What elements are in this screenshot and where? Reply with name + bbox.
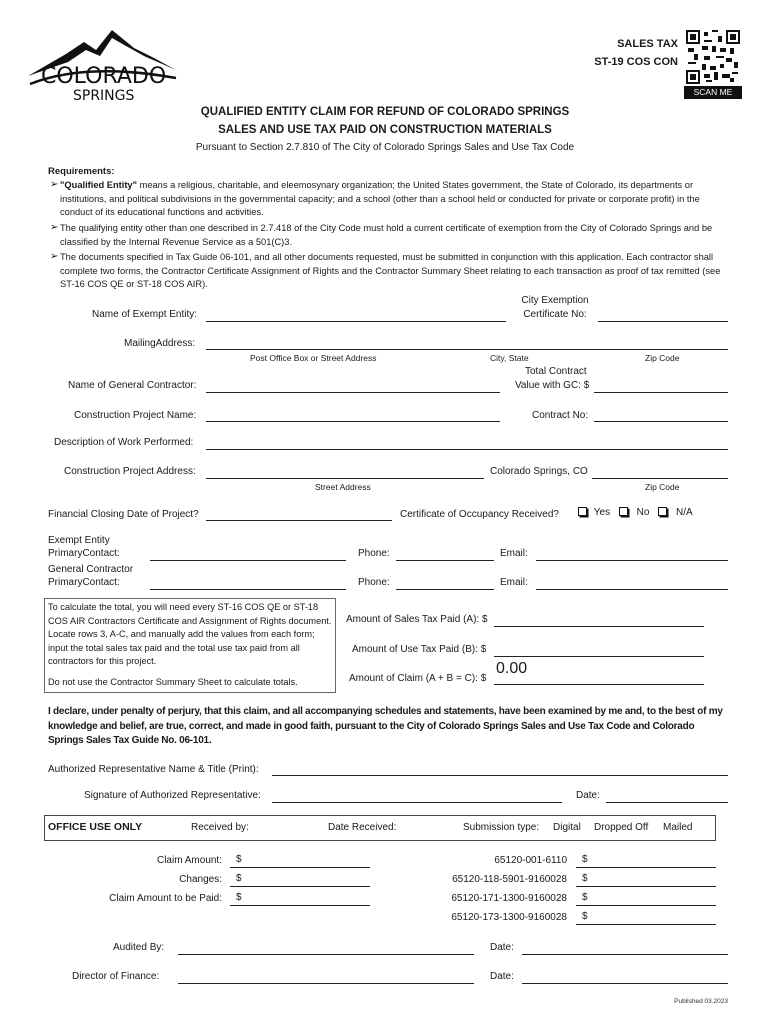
perjury-declaration: I declare, under penalty of perjury, that this claim, and all accompanying schedules and statements, have been examined by me and, to the best of my knowledge and belief, are true, correct, and made in good faith, pursuant to the City of Colorado Springs Sales and Use Tax Code and Colorado Springs Sales Tax Guide No. 06-101. — [48, 706, 723, 746]
director-date-label: Date: — [490, 971, 514, 982]
signature-date-input[interactable] — [606, 802, 728, 803]
closing-date-label: Financial Closing Date of Project? — [48, 509, 199, 520]
audited-date-input[interactable] — [522, 954, 728, 955]
claim-amount-office-dollar: $ — [236, 854, 242, 865]
qualified-entity-term: "Qualified Entity" — [60, 180, 137, 190]
changes-label: Changes: — [179, 874, 222, 885]
bullet-arrow-icon: ➢ — [50, 222, 59, 233]
total-contract-input[interactable] — [594, 392, 728, 393]
claim-amount-label: Amount of Claim (A + B = C): $ — [349, 673, 487, 684]
project-zip-input[interactable] — [592, 478, 728, 479]
bullet-arrow-icon: ➢ — [50, 251, 59, 262]
received-by-label: Received by: — [191, 822, 249, 833]
exempt-contact-label-1: Exempt Entity — [48, 535, 110, 546]
office-use-header — [44, 815, 716, 841]
general-contractor-input[interactable] — [206, 392, 500, 393]
exempt-phone-input[interactable] — [396, 560, 494, 561]
general-contractor-label: Name of General Contractor: — [68, 380, 197, 391]
requirement-1 — [60, 179, 725, 220]
logo-text-springs: SPRINGS — [73, 88, 135, 104]
city-exemption-input[interactable] — [598, 321, 728, 322]
project-address-label: Construction Project Address: — [64, 466, 196, 477]
published-date: Published 03.2023 — [674, 998, 728, 1005]
to-be-paid-input[interactable] — [230, 905, 370, 906]
calculation-instructions: To calculate the total, you will need every ST-16 COS QE or ST-18 COS AIR Contractors Certificate and Assignment of Rights document. Locate rows 3, A-C, and manually add the values from each form; input the total sales tax paid and the total use tax paid from all contractors for this project. — [48, 602, 332, 666]
rep-name-label: Authorized Representative Name & Title (Print): — [48, 764, 259, 775]
requirement-3: The documents specified in Tax Guide 06-101, and all other documents requested, must be submitted in conjunction with this application. Each contractor shall complete two forms, the Contractor Certificate Assignment of Rights and the Contractor Summary Sheet relating to each transaction as proof of tax remitted (see ST-16 COS QE or ST-18 COS AIR). — [60, 252, 721, 289]
form-number: ST-19 COS CON — [594, 56, 678, 68]
account-code-3-input[interactable] — [576, 905, 716, 906]
account-code-1-input[interactable] — [576, 867, 716, 868]
occupancy-options — [578, 507, 693, 518]
project-name-input[interactable] — [206, 421, 500, 422]
gc-contact-input[interactable] — [150, 589, 346, 590]
qr-scan-label: SCAN ME — [684, 86, 742, 99]
calculation-warning: Do not use the Contractor Summary Sheet to calculate totals. — [48, 677, 298, 687]
form-category: SALES TAX — [617, 38, 678, 50]
account-code-2-dollar: $ — [582, 873, 588, 884]
signature-date-label: Date: — [576, 790, 600, 801]
rep-name-input[interactable] — [272, 775, 728, 776]
account-code-1-dollar: $ — [582, 854, 588, 865]
form-title-line2: SALES AND USE TAX PAID ON CONSTRUCTION MATERIALS — [218, 124, 552, 136]
exempt-entity-label: Name of Exempt Entity: — [92, 309, 198, 320]
form-title-line1: QUALIFIED ENTITY CLAIM FOR REFUND OF COLORADO SPRINGS — [200, 106, 570, 118]
requirement-2: The qualifying entity other than one described in 2.7.418 of the City Code must hold a current certificate of exemption from the City of Colorado Springs and be classified by the Internal Revenue Service as a 501(C)3. — [60, 223, 713, 247]
exempt-phone-label: Phone: — [358, 548, 390, 559]
exempt-contact-input[interactable] — [150, 560, 346, 561]
bullet-arrow-icon: ➢ — [50, 179, 59, 190]
zip-hint-2: Zip Code — [645, 482, 680, 492]
account-code-1: 65120-001-6110 — [494, 855, 567, 866]
director-date-input[interactable] — [522, 983, 728, 984]
project-address-input[interactable] — [206, 478, 484, 479]
exempt-entity-input[interactable] — [206, 321, 506, 322]
account-code-3-dollar: $ — [582, 892, 588, 903]
city-exemption-label-2: Certificate No: — [523, 309, 587, 320]
to-be-paid-label: Claim Amount to be Paid: — [109, 893, 222, 904]
gc-email-input[interactable] — [536, 589, 728, 590]
contract-no-input[interactable] — [594, 421, 728, 422]
po-box-hint: Post Office Box or Street Address — [250, 353, 377, 363]
account-code-3: 65120-171-1300-9160028 — [451, 893, 567, 904]
use-tax-input[interactable] — [494, 656, 704, 657]
submission-digital[interactable]: Digital — [553, 822, 581, 833]
contract-no-label: Contract No: — [532, 410, 589, 421]
submission-dropped-off[interactable]: Dropped Off — [594, 822, 649, 833]
submission-mailed[interactable]: Mailed — [663, 822, 693, 833]
form-subtitle: Pursuant to Section 2.7.810 of The City of Colorado Springs Sales and Use Tax Code — [195, 142, 575, 153]
director-input[interactable] — [178, 983, 474, 984]
city-logo — [26, 26, 191, 108]
exempt-email-input[interactable] — [536, 560, 728, 561]
changes-dollar: $ — [236, 873, 242, 884]
audited-by-input[interactable] — [178, 954, 474, 955]
total-contract-label-1: Total Contract — [525, 366, 587, 377]
total-contract-label-2: Value with GC: $ — [515, 380, 590, 391]
rep-signature-label: Signature of Authorized Representative: — [84, 790, 261, 801]
closing-date-input[interactable] — [206, 520, 392, 521]
claim-amount-input[interactable] — [494, 684, 704, 685]
qr-code-icon — [686, 30, 740, 84]
claim-amount-office-input[interactable] — [230, 867, 370, 868]
claim-amount-office-label: Claim Amount: — [156, 855, 222, 866]
rep-signature-input[interactable] — [272, 802, 562, 803]
logo-text-colorado: COLORADO — [41, 64, 167, 89]
yes-checkbox[interactable] — [578, 507, 587, 516]
exempt-email-label: Email: — [500, 548, 528, 559]
work-description-label: Description of Work Performed: — [54, 437, 194, 448]
work-description-input[interactable] — [206, 449, 728, 450]
account-code-2: 65120-118-5901-9160028 — [452, 874, 567, 885]
street-address-hint: Street Address — [315, 482, 371, 492]
na-label: N/A — [676, 507, 693, 518]
gc-contact-label-1: General Contractor — [48, 564, 134, 575]
mailing-address-label: MailingAddress: — [124, 338, 196, 349]
city-prefill: Colorado Springs, CO — [490, 466, 588, 477]
account-code-4: 65120-173-1300-9160028 — [451, 912, 567, 923]
gc-phone-input[interactable] — [396, 589, 494, 590]
city-state-hint: City, State — [490, 353, 529, 363]
calculation-instructions-box — [44, 598, 336, 693]
na-checkbox[interactable] — [658, 507, 667, 516]
mailing-address-input[interactable] — [206, 349, 728, 350]
no-checkbox[interactable] — [619, 507, 628, 516]
office-use-heading: OFFICE USE ONLY — [48, 821, 143, 833]
project-name-label: Construction Project Name: — [74, 410, 197, 421]
exempt-contact-label-2: PrimaryContact: — [48, 548, 120, 559]
submission-type-label: Submission type: — [463, 822, 540, 833]
claim-amount-value: 0.00 — [496, 660, 528, 677]
no-label: No — [636, 507, 650, 518]
gc-contact-label-2: PrimaryContact: — [48, 577, 120, 588]
use-tax-label: Amount of Use Tax Paid (B): $ — [352, 644, 487, 655]
account-code-4-dollar: $ — [582, 911, 588, 922]
changes-input[interactable] — [230, 886, 370, 887]
requirement-1-text: means a religious, charitable, and eleemosynary organization; the United States government, the State of Colorado, its departments or institutions, and political subdivisions in the governmental capacity; and a school (other than a school held or conducted for private or corporate profit) in the conduct of its educational functions and activities. — [60, 180, 700, 217]
requirements-heading: Requirements: — [48, 166, 115, 177]
to-be-paid-dollar: $ — [236, 892, 242, 903]
director-label: Director of Finance: — [72, 971, 160, 982]
yes-label: Yes — [593, 507, 611, 518]
gc-email-label: Email: — [500, 577, 528, 588]
audited-by-label: Audited By: — [113, 942, 165, 953]
sales-tax-label: Amount of Sales Tax Paid (A): $ — [346, 614, 488, 625]
account-code-2-input[interactable] — [576, 886, 716, 887]
city-exemption-label-1: City Exemption — [521, 295, 589, 306]
sales-tax-input[interactable] — [494, 626, 704, 627]
account-code-4-input[interactable] — [576, 924, 716, 925]
gc-phone-label: Phone: — [358, 577, 390, 588]
zip-hint: Zip Code — [645, 353, 680, 363]
date-received-label: Date Received: — [328, 822, 397, 833]
audited-date-label: Date: — [490, 942, 514, 953]
cert-occupancy-label: Certificate of Occupancy Received? — [400, 509, 559, 520]
qr-code[interactable] — [686, 30, 740, 84]
